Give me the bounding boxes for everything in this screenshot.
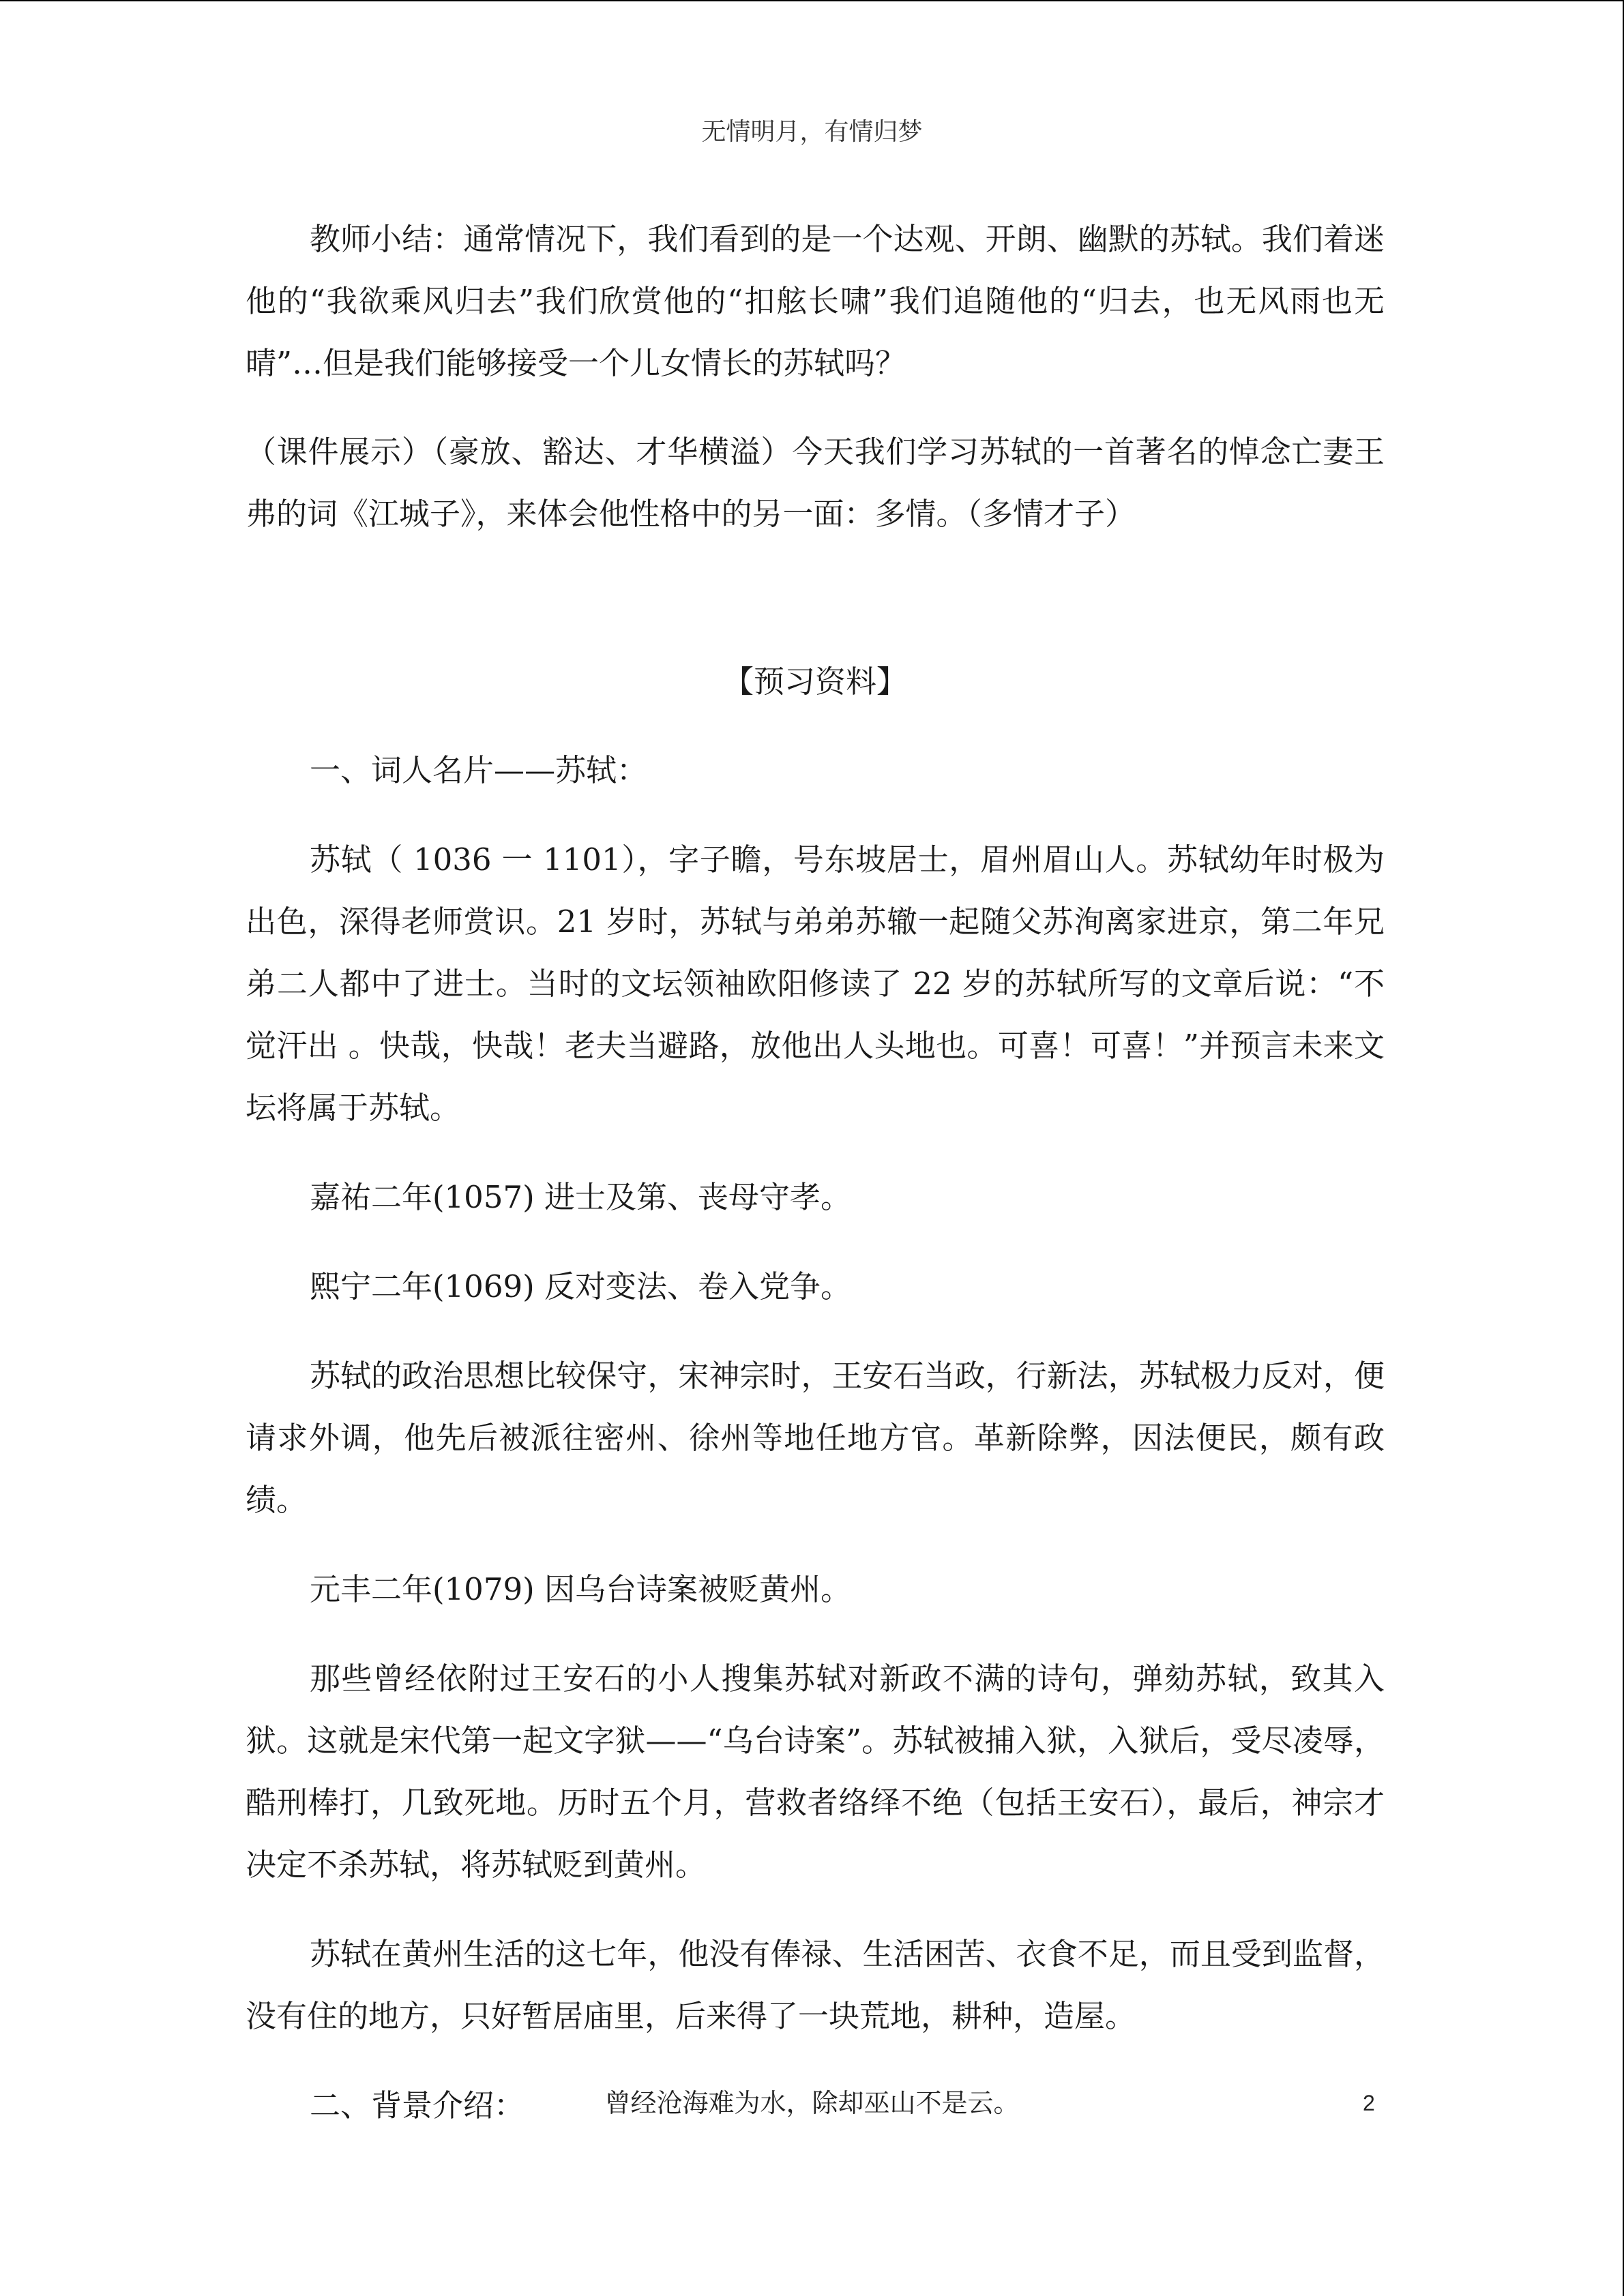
huangzhou-paragraph: 苏轼在黄州生活的这七年，他没有俸禄、生活困苦、衣食不足，而且受到监督，没有住的地方，只好暂居庙里，后来得了一块荒地，耕种，造屋。 <box>246 1936 1385 2034</box>
page-number: 2 <box>1363 2091 1375 2115</box>
section2-heading: 二、背景介绍： <box>310 2087 525 2123</box>
section-title: 【预习资料】 <box>722 664 907 700</box>
event-1069: 熙宁二年(1069) 反对变法、卷入党争。 <box>310 1268 851 1304</box>
bio-paragraph: 苏轼（ 1036 一 1101），字子瞻，号东坡居士，眉州眉山人。苏轼幼年时极为出色，深得老师赏识。21 岁时，苏轼与弟弟苏辙一起随父苏洵离家进京，第二年兄弟二人都中了进士。当时的文坛领袖欧阳修读了 22 岁的苏轼所写的文章后说：“不觉汗出 。快哉，快哉！老夫当避路，放他出人头地也。可喜！可喜！”并预言未来文坛将属于苏轼。 <box>246 841 1385 1126</box>
section1-heading: 一、词人名片——苏轼： <box>310 752 648 788</box>
event-1057: 嘉祐二年(1057) 进士及第、丧母守孝。 <box>310 1179 851 1215</box>
politics-paragraph: 苏轼的政治思想比较保守，宋神宗时，王安石当政，行新法，苏轼极力反对，便请求外调，他先后被派往密州、徐州等地任地方官。革新除弊，因法便民，颇有政绩。 <box>246 1358 1385 1518</box>
document-body <box>246 208 1385 2136</box>
event-1079: 元丰二年(1079) 因乌台诗案被贬黄州。 <box>310 1571 851 1607</box>
page-footer: 曾经沧海难为水，除却巫山不是云。 <box>604 2088 1020 2118</box>
teacher-summary: 教师小结：通常情况下，我们看到的是一个达观、开朗、幽默的苏轼。我们着迷他的“我欲乘风归去”我们欣赏他的“扣舷长啸”我们追随他的“归去，也无风雨也无晴”…但是我们能够接受一个儿女情长的苏轼吗？ <box>246 221 1385 381</box>
courseware-display: （课件展示）（豪放、豁达、才华横溢）今天我们学习苏轼的一首著名的悼念亡妻王弗的词《江城子》，来体会他性格中的另一面：多情。（多情才子） <box>246 434 1385 532</box>
page-header: 无情明月，有情归梦 <box>701 118 923 146</box>
wutai-case-paragraph: 那些曾经依附过王安石的小人搜集苏轼对新政不满的诗句，弹劾苏轼，致其入狱。这就是宋代第一起文字狱——“乌台诗案”。苏轼被捕入狱，入狱后，受尽凌辱，酷刑棒打，几致死地。历时五个月，营救者络绎不绝（包括王安石），最后，神宗才决定不杀苏轼，将苏轼贬到黄州。 <box>246 1660 1385 1883</box>
